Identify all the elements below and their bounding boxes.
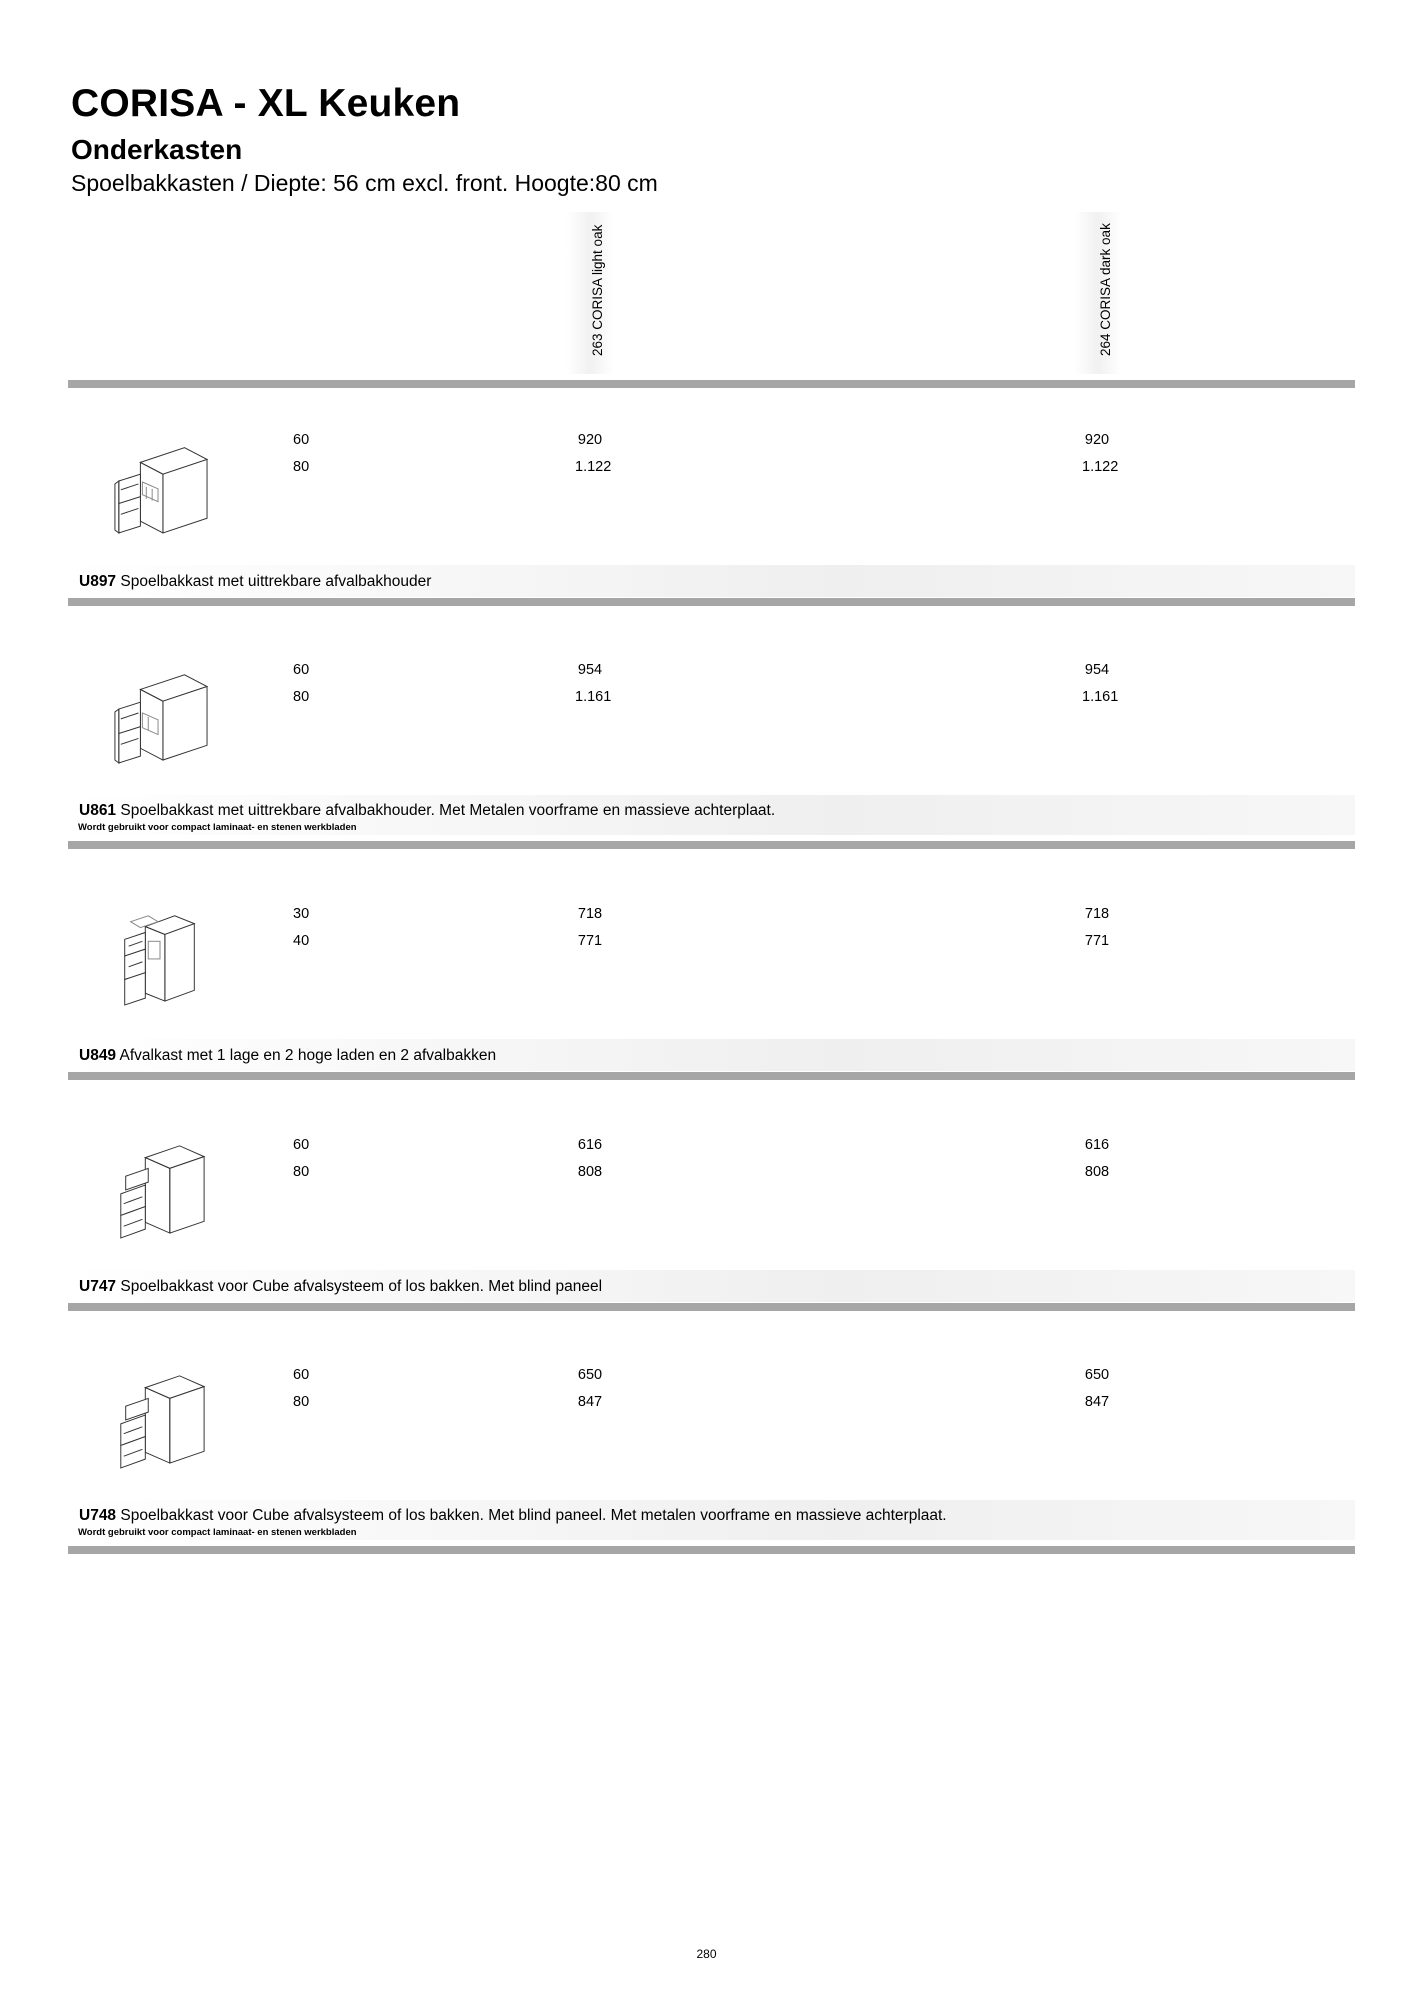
width-value: 60	[293, 1367, 310, 1383]
width-value: 80	[293, 459, 310, 475]
waste-cabinet-icon	[111, 901, 209, 1011]
product-note: Wordt gebruikt voor compact laminaat- en stenen werkbladen	[78, 1527, 357, 1538]
column-header-dark-oak	[1074, 212, 1122, 374]
price-light-oak: 718	[577, 906, 603, 922]
price-dark-oak: 1.122	[1082, 459, 1119, 475]
page-subtitle: Onderkasten	[71, 134, 243, 165]
page-title: CORISA - XL Keuken	[71, 82, 461, 125]
width-value: 80	[293, 1164, 310, 1180]
product-section-u849	[0, 869, 1413, 1099]
width-value: 60	[293, 1137, 310, 1153]
price-dark-oak: 808	[1084, 1164, 1110, 1180]
page-number: 280	[696, 1947, 717, 1961]
price-light-oak: 847	[577, 1394, 603, 1410]
section-divider	[68, 1303, 1355, 1311]
product-code: U747	[79, 1278, 117, 1295]
product-code: U849	[79, 1047, 117, 1064]
sink-cabinet-icon	[111, 427, 209, 537]
product-caption	[79, 802, 775, 820]
width-value: 80	[293, 1394, 310, 1410]
price-light-oak: 1.161	[575, 689, 612, 705]
price-dark-oak: 771	[1084, 933, 1110, 949]
price-dark-oak: 920	[1084, 432, 1110, 448]
drawer-cabinet-icon	[111, 1132, 209, 1242]
product-section-u747	[0, 1100, 1413, 1330]
price-light-oak: 616	[577, 1137, 603, 1153]
product-code: U861	[79, 802, 117, 819]
product-caption	[79, 1278, 602, 1296]
header-divider	[68, 380, 1355, 388]
width-value: 60	[293, 662, 310, 678]
price-light-oak: 650	[577, 1367, 603, 1383]
product-section-u748	[0, 1330, 1413, 1560]
product-caption	[79, 573, 431, 591]
page-description: Spoelbakkasten / Diepte: 56 cm excl. front. Hoogte:80 cm	[71, 170, 658, 196]
section-divider	[68, 841, 1355, 849]
section-divider	[68, 1546, 1355, 1554]
sink-cabinet-icon	[111, 657, 209, 767]
product-section-u861	[0, 625, 1413, 855]
price-dark-oak: 954	[1084, 662, 1110, 678]
width-value: 60	[293, 432, 310, 448]
column-header-label: 264 CORISA dark oak	[1098, 223, 1113, 356]
product-note: Wordt gebruikt voor compact laminaat- en stenen werkbladen	[78, 822, 357, 833]
product-caption	[79, 1507, 947, 1525]
width-value: 30	[293, 906, 310, 922]
width-value: 40	[293, 933, 310, 949]
product-name: Spoelbakkast voor Cube afvalsysteem of los bakken. Met blind paneel. Met metalen voorframe en massieve achterplaat.	[120, 1507, 947, 1524]
drawer-cabinet-icon	[111, 1362, 209, 1472]
width-value: 80	[293, 689, 310, 705]
product-code: U897	[79, 573, 117, 590]
product-name: Spoelbakkast met uittrekbare afvalbakhouder	[120, 573, 432, 590]
column-header-label: 263 CORISA light oak	[590, 224, 605, 356]
section-divider	[68, 1072, 1355, 1080]
product-code: U748	[79, 1507, 117, 1524]
price-light-oak: 954	[577, 662, 603, 678]
price-dark-oak: 718	[1084, 906, 1110, 922]
price-dark-oak: 1.161	[1082, 689, 1119, 705]
price-light-oak: 771	[577, 933, 603, 949]
price-light-oak: 1.122	[575, 459, 612, 475]
price-dark-oak: 650	[1084, 1367, 1110, 1383]
section-divider	[68, 598, 1355, 606]
price-light-oak: 920	[577, 432, 603, 448]
product-name: Spoelbakkast met uittrekbare afvalbakhouder. Met Metalen voorframe en massieve achterplaat.	[120, 802, 776, 819]
product-name: Afvalkast met 1 lage en 2 hoge laden en 2 afvalbakken	[119, 1047, 497, 1064]
price-dark-oak: 847	[1084, 1394, 1110, 1410]
product-section-u897	[0, 395, 1413, 625]
product-name: Spoelbakkast voor Cube afvalsysteem of los bakken. Met blind paneel	[120, 1278, 603, 1295]
column-header-light-oak	[566, 212, 614, 374]
price-light-oak: 808	[577, 1164, 603, 1180]
product-caption	[79, 1047, 496, 1065]
price-dark-oak: 616	[1084, 1137, 1110, 1153]
